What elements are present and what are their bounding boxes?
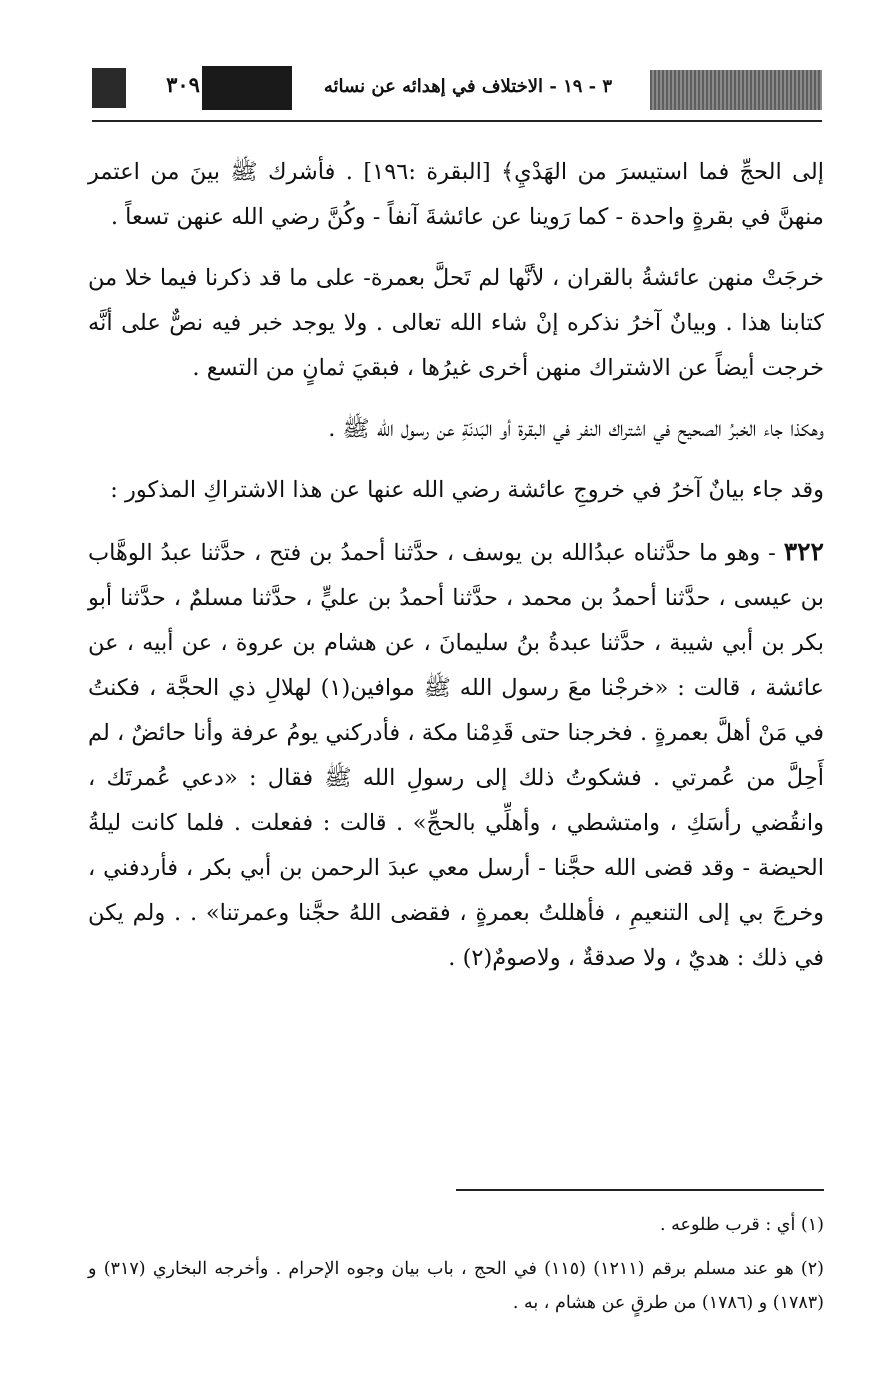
footnote-rule [456,1189,824,1191]
paragraph-2: خرجَتْ منهن عائشةُ بالقران ، لأنَّها لم تَحلَّ بعمرة- على ما قد ذكرنا فيما خلا من كتابنا هذا . وبيانٌ آخرُ نذكره إنْ شاء الله تعالى . ولا يوجد خبر فيه نصٌّ على أنَّه خرجت أيضاً عن الاشتراك منهن أخرى غيرُها ، فبقيَ ثمانٍ من التسع . [88,265,824,381]
footnotes [88,1208,824,1320]
hadith-text: - وهو ما حدَّثناه عبدُالله بن يوسف ، حدَّثنا أحمدُ بن فتح ، حدَّثنا عبدُ الوهَّاب بن عيسى ، حدَّثنا أحمدُ بن محمد ، حدَّثنا أحمدُ بن عليٍّ ، حدَّثنا مسلمٌ ، حدَّثنا أبو بكر بن أبي شيبة ، حدَّثنا عبدةُ بنُ سليمانَ ، عن هشام بن عروة ، عن أبيه ، عن عائشة ، قالت : «خرجْنا معَ رسول الله ﷺ موافين(١) لهلالِ ذي الحجَّة ، فكنتُ في مَنْ أهلَّ بعمرةٍ . فخرجنا حتى قَدِمْنا مكة ، فأدركني يومُ عرفة وأنا حائضٌ ، لم أَحِلَّ من عُمرتي . فشكوتُ ذلك إلى رسولِ الله ﷺ فقال : «دعي عُمرتَك ، وانقُضي رأسَكِ ، وامتشطي ، وأهلِّي بالحجِّ» . قالت : ففعلت . فلما كانت ليلةُ الحيضة - وقد قضى الله حجَّنا - أرسل معي عبدَ الرحمن بن أبي بكر ، فأردفني ، وخرجَ بي إلى التنعيمِ ، فأهللتُ بعمرةٍ ، فقضى اللهُ حجَّنا وعمرتنا» . . ولم يكن في ذلك : هديٌ ، ولا صدقةٌ ، ولاصومٌ(٢) . [88,540,824,971]
page-header [92,62,822,124]
hadith-paragraph [88,529,824,981]
footnote-2: (٢) هو عند مسلم برقم (١٢١١) (١١٥) في الحج ، باب بيان وجوه الإحرام . وأخرجه البخاري (٣١٧) و (١٧٨٣) و (١٧٨٦) من طرقٍ عن هشام ، به . [88,1259,824,1313]
header-rule [92,120,822,122]
footnote-1: (١) أي : قرب طلوعه . [660,1215,824,1235]
header-ornament-right [650,70,822,110]
paragraph-1: إلى الحجِّ فما استيسرَ من الهَدْيِ﴾ [البقرة :١٩٦] . فأشرك ﷺ بينَ من اعتمر منهنَّ في بقرةٍ واحدة - كما رَوينا عن عائشةَ آنفاً - وكُنَّ رضي الله عنهن تسعاً . [88,159,824,230]
hadith-number: ٣٢٢ [783,537,824,566]
header-ornament-left [92,68,126,108]
page-number: ٣٠٩ [166,72,200,97]
main-text [88,150,824,981]
paragraph-3: وهكذا جاء الخبرُ الصحيح في اشتراك النفر في البقرة أو البَدنَةِ عن رسول الله ﷺ . [328,416,824,442]
paragraph-4: وقد جاء بيانٌ آخرُ في خروجِ عائشة رضي الله عنها عن هذا الاشتراكِ المذكور : [110,477,824,503]
section-title: ٣ - ١٩ - الاختلاف في إهدائه عن نسائه [323,76,613,97]
header-ornament-middle [202,66,292,110]
